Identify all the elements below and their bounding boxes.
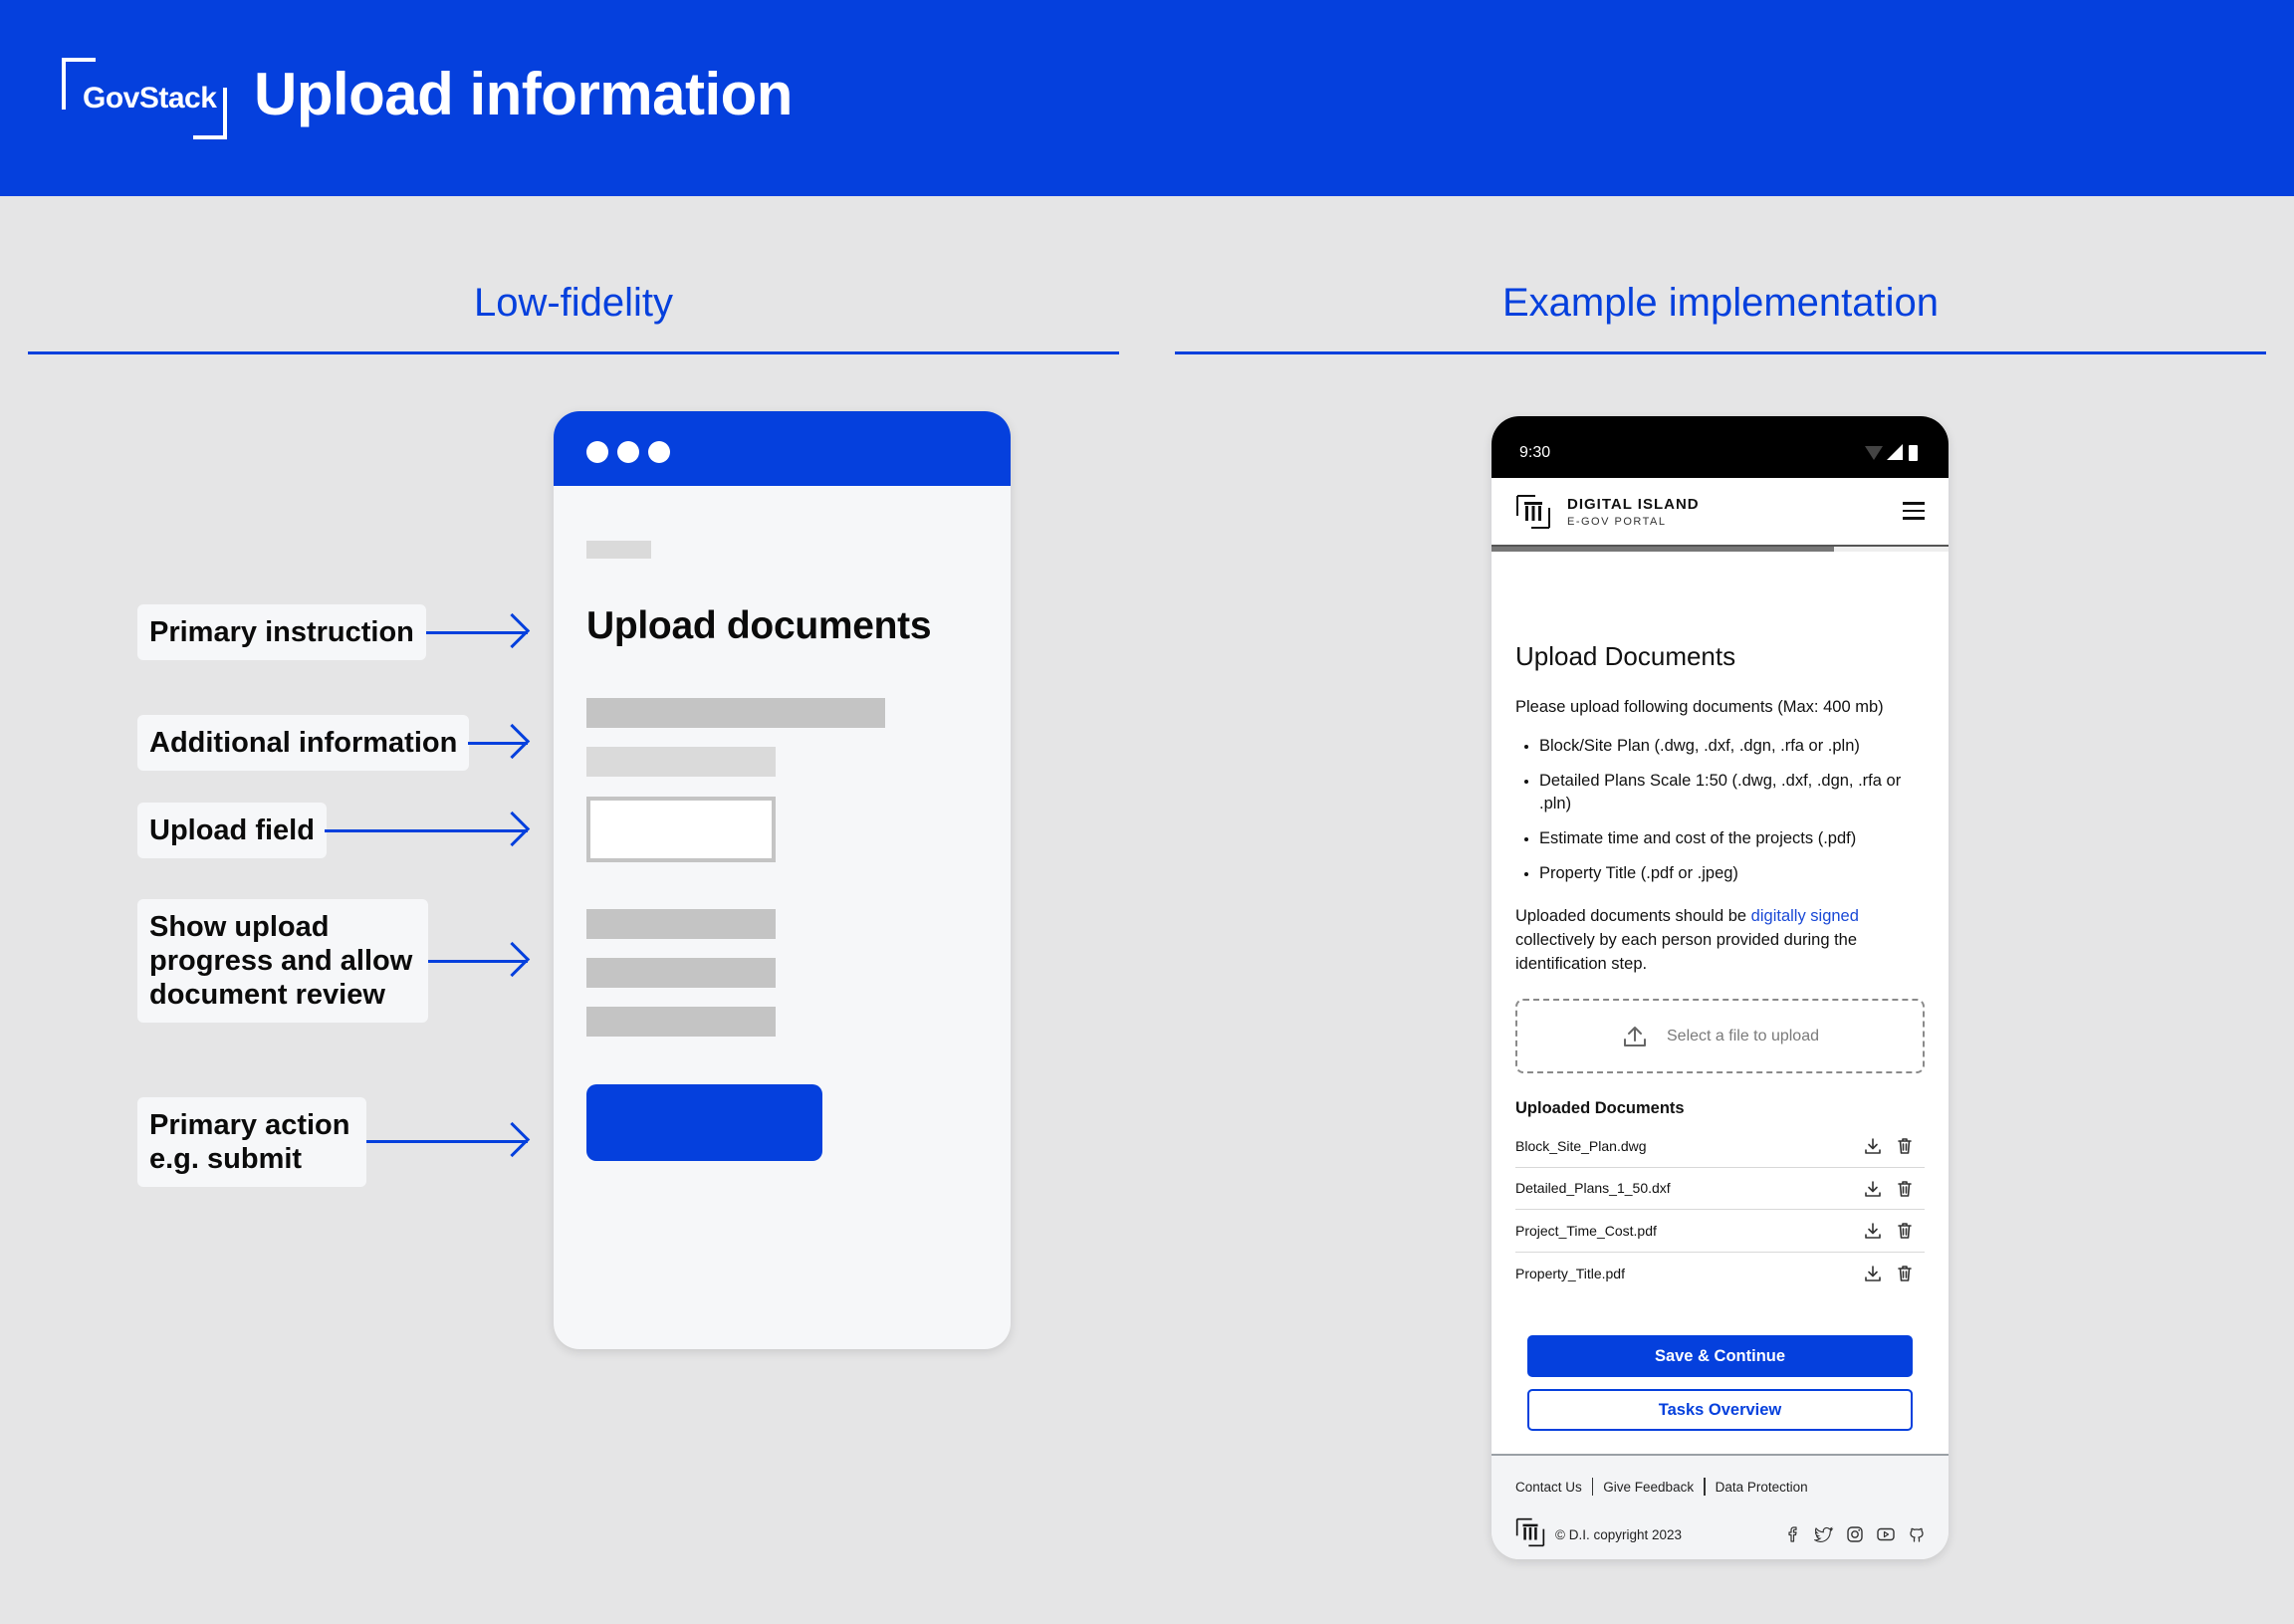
govstack-logo	[62, 58, 227, 139]
progress-bar	[1491, 547, 1949, 552]
example-phone	[1491, 416, 1949, 1559]
menu-icon[interactable]	[1903, 502, 1925, 520]
placeholder-file-row	[586, 1007, 776, 1037]
label-upload-field: Upload field	[137, 803, 327, 858]
file-name: Detailed_Plans_1_50.dxf	[1515, 1180, 1671, 1197]
lowfi-heading: Upload documents	[586, 604, 932, 647]
download-icon[interactable]	[1863, 1221, 1883, 1241]
placeholder-text-line	[586, 747, 776, 777]
upload-documents-heading: Upload Documents	[1515, 641, 1736, 671]
file-upload-dropzone[interactable]	[1515, 999, 1925, 1073]
label-primary-instruction: Primary instruction	[137, 604, 426, 660]
arrow-icon	[428, 960, 528, 963]
footer-link-feedback[interactable]: Give Feedback	[1603, 1479, 1695, 1495]
lowfi-upload-field	[586, 797, 776, 862]
save-continue-button[interactable]: Save & Continue	[1527, 1335, 1913, 1377]
download-icon[interactable]	[1863, 1264, 1883, 1283]
uploaded-documents-heading: Uploaded Documents	[1515, 1099, 1685, 1117]
file-row	[1515, 1168, 1925, 1211]
digital-island-logo-icon[interactable]	[1515, 494, 1551, 530]
status-bar	[1491, 416, 1949, 478]
social-links	[1783, 1524, 1927, 1544]
label-additional-information: Additional information	[137, 715, 469, 771]
file-name: Project_Time_Cost.pdf	[1515, 1222, 1657, 1239]
list-item: Block/Site Plan (.dwg, .dxf, .dgn, .rfa or .pln)	[1515, 735, 1934, 758]
section-divider-lowfi	[28, 351, 1119, 354]
facebook-icon[interactable]	[1783, 1524, 1803, 1544]
footer	[1491, 1454, 1949, 1559]
footer-link-data-protection[interactable]: Data Protection	[1715, 1479, 1808, 1495]
download-icon[interactable]	[1863, 1136, 1883, 1156]
wifi-icon	[1865, 446, 1883, 460]
file-name: Block_Site_Plan.dwg	[1515, 1137, 1647, 1154]
file-row	[1515, 1125, 1925, 1168]
app-header	[1491, 478, 1949, 547]
requirements-list	[1515, 735, 1934, 897]
twitter-icon[interactable]	[1814, 1524, 1834, 1544]
placeholder-breadcrumb	[586, 541, 651, 559]
trash-icon[interactable]	[1895, 1264, 1915, 1283]
window-dot-icon	[617, 441, 639, 463]
list-item: Detailed Plans Scale 1:50 (.dwg, .dxf, .dgn, .rfa or .pln)	[1515, 770, 1934, 815]
list-item: Estimate time and cost of the projects (.pdf)	[1515, 827, 1934, 850]
footer-separator	[1592, 1478, 1594, 1496]
logo-text: GovStack	[83, 82, 217, 115]
tasks-overview-button[interactable]: Tasks Overview	[1527, 1389, 1913, 1431]
trash-icon[interactable]	[1895, 1221, 1915, 1241]
lowfi-primary-button	[586, 1084, 822, 1161]
arrow-icon	[468, 742, 528, 745]
footer-link-contact[interactable]: Contact Us	[1515, 1479, 1582, 1495]
progress-fill	[1491, 547, 1834, 552]
lowfi-browser-bar	[554, 411, 1011, 486]
placeholder-file-row	[586, 909, 776, 939]
instagram-icon[interactable]	[1845, 1524, 1865, 1544]
app-name: DIGITAL ISLAND	[1567, 496, 1700, 513]
trash-icon[interactable]	[1895, 1179, 1915, 1199]
trash-icon[interactable]	[1895, 1136, 1915, 1156]
arrow-icon	[366, 1140, 528, 1143]
lowfi-wireframe	[554, 411, 1011, 1349]
footer-logo-icon	[1515, 1517, 1545, 1547]
upload-instructions: Please upload following documents (Max: 400 mb)	[1515, 698, 1884, 716]
status-time: 9:30	[1519, 444, 1551, 461]
file-name: Property_Title.pdf	[1515, 1265, 1625, 1281]
list-item: Property Title (.pdf or .jpeg)	[1515, 862, 1934, 885]
github-icon[interactable]	[1907, 1524, 1927, 1544]
youtube-icon[interactable]	[1876, 1524, 1896, 1544]
signal-icon	[1887, 444, 1903, 460]
section-title-lowfi: Low-fidelity	[473, 281, 674, 325]
download-icon[interactable]	[1863, 1179, 1883, 1199]
copyright-text: © D.I. copyright 2023	[1555, 1527, 1683, 1542]
label-upload-progress: Show upload progress and allow document review	[137, 899, 428, 1023]
footer-separator	[1704, 1478, 1706, 1496]
section-title-example: Example implementation	[1502, 281, 1939, 325]
window-dot-icon	[648, 441, 670, 463]
placeholder-text-line	[586, 698, 885, 728]
signing-note: Uploaded documents should be digitally signed collectively by each person provided during the identification step.	[1515, 907, 1859, 973]
page-title: Upload information	[254, 61, 793, 127]
battery-icon	[1909, 445, 1918, 461]
digitally-signed-link[interactable]: digitally signed	[1750, 907, 1859, 925]
app-subtitle: E-GOV PORTAL	[1567, 516, 1667, 528]
uploaded-file-list	[1515, 1125, 1925, 1294]
file-row	[1515, 1210, 1925, 1253]
label-primary-action: Primary action e.g. submit	[137, 1097, 366, 1187]
placeholder-file-row	[586, 958, 776, 988]
arrow-icon	[325, 829, 528, 832]
window-dot-icon	[586, 441, 608, 463]
arrow-icon	[426, 631, 528, 634]
file-row	[1515, 1253, 1925, 1295]
page-header	[0, 0, 2294, 196]
dropzone-label: Select a file to upload	[1667, 1027, 1819, 1044]
upload-icon	[1621, 1023, 1649, 1050]
section-divider-example	[1175, 351, 2266, 354]
